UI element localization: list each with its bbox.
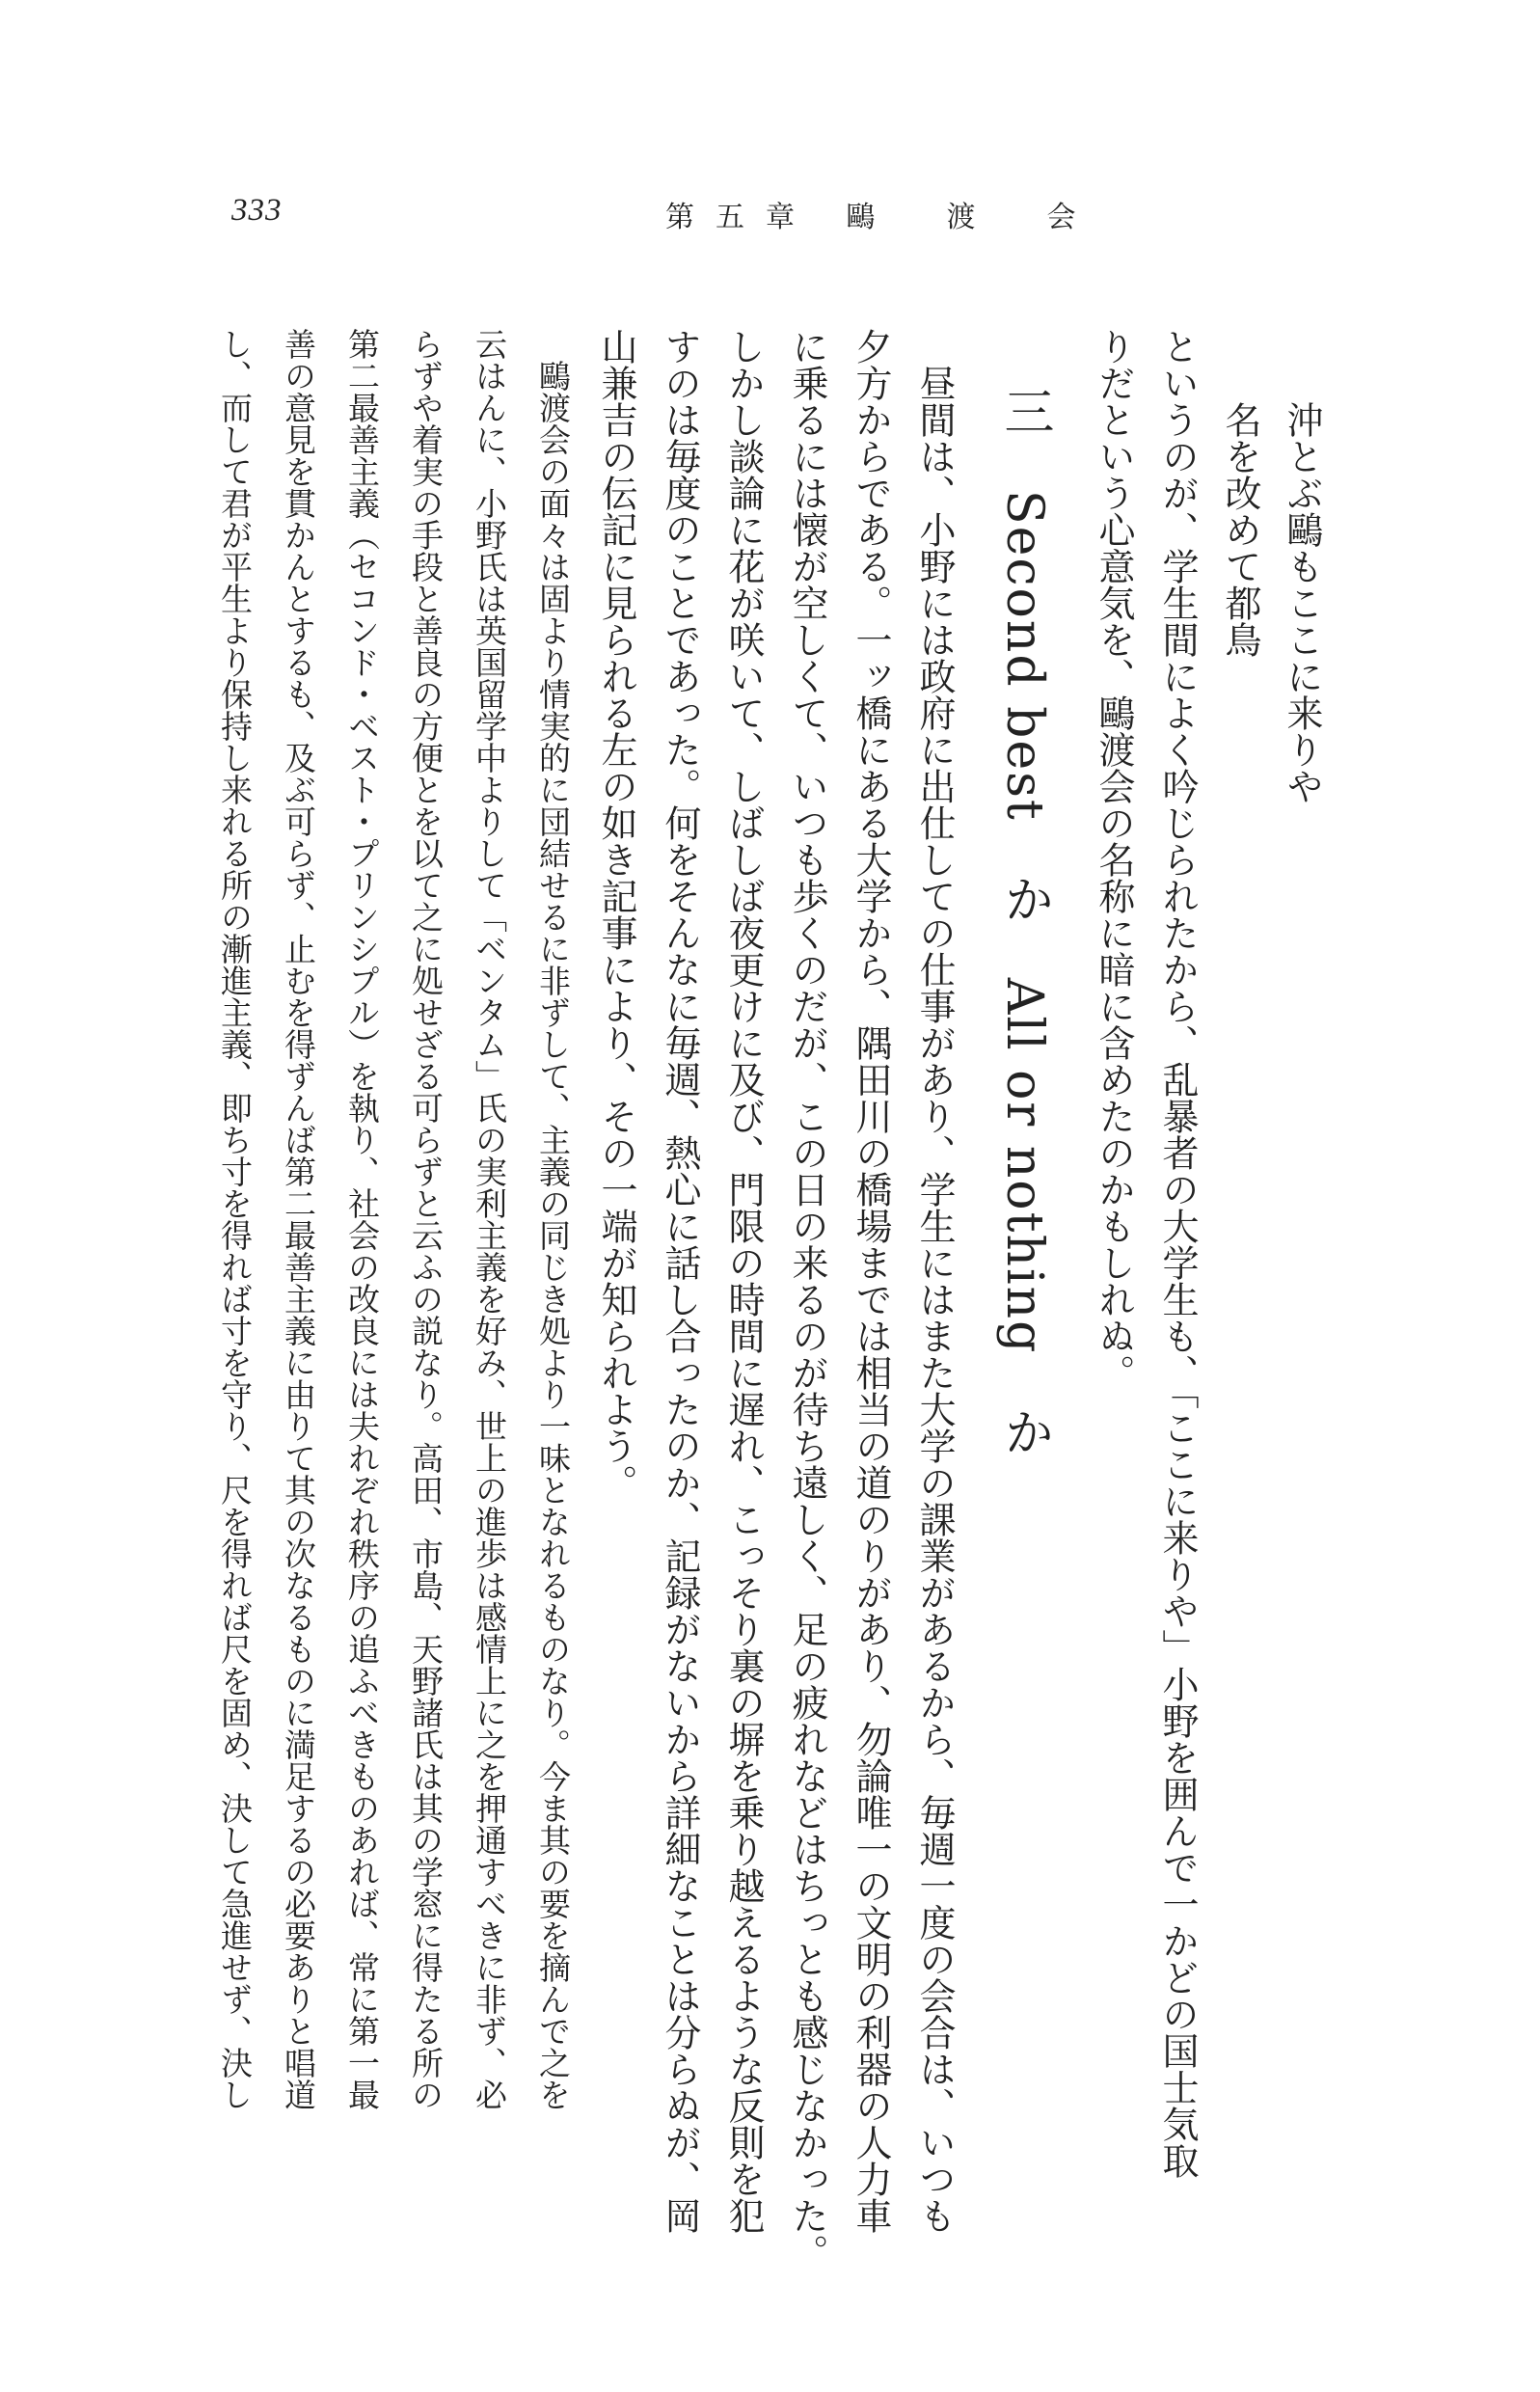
quote-line-6: し、而して君が平生より保持し来れる所の漸進主義、即ち寸を得れば寸を守り、尺を得れば尺を固め、決して急進せず、決し	[216, 328, 254, 2110]
intro-line-2: りだという心意気を、鷗渡会の名称に暗に含めたのかもしれぬ。	[1093, 328, 1135, 1391]
body-line-3: に乗るには懐が空しくて、いつも歩くのだが、この日の来るのが待ち遠しく、足の疲れなどはちっとも感じなかった。	[786, 328, 828, 2270]
body-line-6: 山兼吉の伝記に見られる左の如き記事により、その一端が知られよう。	[595, 328, 637, 1501]
page-header	[0, 193, 1540, 251]
quote-line-4: 第二最善主義（セコンド・ベスト・プリンシプル）を執り、社会の改良には夫れぞれ秩序の追ふべきものあれば、常に第一最	[343, 328, 381, 2110]
intro-line-1: というのが、学生間によく吟じられたから、乱暴者の大学生も、「ここに来りや」小野を囲んで一かどの国士気取	[1156, 328, 1199, 2179]
quote-line-3: らずや着実の手段と善良の方便とを以て之に処せざる可らずと云ふの説なり。高田、市島、天野諸氏は其の学窓に得たる所の	[407, 328, 445, 2110]
section-heading: 三 Second best か All or nothing か	[995, 386, 1053, 1459]
body-line-1: 昼間は、小野には政府に出仕しての仕事があり、学生にはまた大学の課業があるから、毎週一度の会合は、いつも	[913, 365, 956, 2234]
page-number: 333	[231, 193, 283, 228]
body-line-4: しかし談論に花が咲いて、しばしば夜更けに及び、門限の時間に遅れ、こっそり裏の塀を乗り越えるような反則を犯	[722, 328, 765, 2234]
quote-line-1: 鷗渡会の面々は固より情実的に団結せるに非ずして、主義の同じき処より一味となれるものなり。今ま其の要を摘んで之を	[534, 360, 572, 2110]
poem-line-2: 名を改めて都鳥	[1219, 401, 1261, 658]
quote-line-5: 善の意見を貫かんとするも、及ぶ可らず、止むを得ずんば第二最善主義に由りて其の次なるものに満足するの必要ありと唱道	[280, 328, 317, 2110]
vertical-text-block	[203, 328, 1333, 2270]
body-line-5: すのは毎度のことであった。何をそんなに毎週、熱心に話し合ったのか、記録がないから詳細なことは分らぬが、岡	[659, 328, 701, 2234]
running-head: 第五章 鷗 渡 会	[665, 201, 1097, 234]
quote-line-2: 云はんに、小野氏は英国留学中よりして「ベンタム」氏の実利主義を好み、世上の進歩は感情上に之を押通すべきに非ず、必	[471, 328, 508, 2110]
poem-line-1: 沖とぶ鷗もここに来りや	[1281, 401, 1323, 804]
body-line-2: 夕方からである。一ッ橋にある大学から、隅田川の橋場までは相当の道のりがあり、勿論唯一の文明の利器の人力車	[850, 328, 892, 2234]
